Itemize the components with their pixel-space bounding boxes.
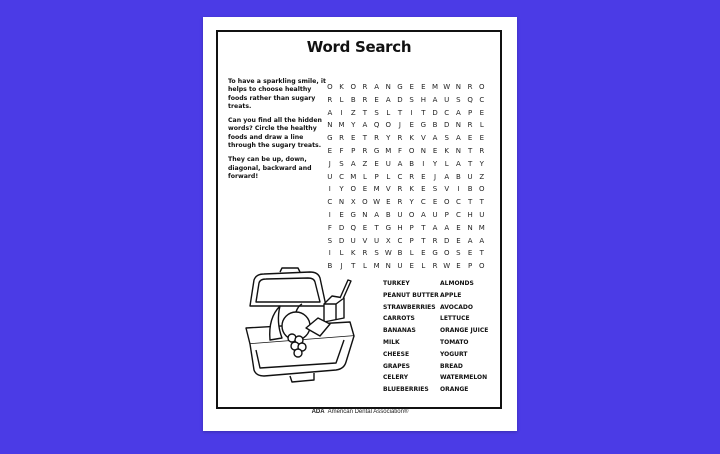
grid-letter[interactable]: A	[432, 223, 438, 232]
grid-letter[interactable]: E	[409, 83, 414, 91]
grid-letter[interactable]: V	[420, 134, 426, 143]
grid-letter[interactable]: E	[421, 83, 426, 91]
grid-letter[interactable]: R	[397, 185, 403, 194]
grid-letter[interactable]: L	[339, 95, 344, 104]
grid-letter[interactable]: Y	[432, 159, 438, 168]
footer	[203, 409, 517, 415]
grid-letter[interactable]: N	[327, 121, 333, 130]
grid-letter[interactable]: E	[421, 249, 426, 258]
grid-letter[interactable]: E	[432, 146, 438, 155]
grid-letter[interactable]: U	[397, 210, 403, 219]
grid-letter[interactable]: L	[386, 108, 391, 117]
grid-letter[interactable]: L	[479, 121, 484, 130]
grid-letter[interactable]: T	[479, 198, 484, 207]
grid-letter[interactable]: U	[385, 159, 391, 168]
grid-letter[interactable]: D	[432, 108, 438, 117]
grid-letter[interactable]: Q	[350, 223, 356, 232]
grid-letter[interactable]: A	[467, 236, 473, 245]
grid-letter[interactable]: A	[456, 134, 461, 143]
letter-grid	[324, 81, 488, 273]
grid-letter[interactable]: A	[479, 236, 485, 245]
word-list-item: BREAD	[440, 362, 463, 370]
grid-letter[interactable]: A	[456, 159, 461, 168]
grid-letter[interactable]: I	[328, 185, 331, 194]
grid-letter[interactable]: Q	[467, 95, 473, 104]
grid-letter[interactable]: N	[420, 146, 426, 155]
grid-letter[interactable]: R	[467, 83, 473, 91]
grid-letter[interactable]: T	[467, 159, 473, 168]
grid-letter[interactable]: H	[420, 95, 426, 104]
grid-letter[interactable]: E	[432, 198, 438, 207]
grid-letter[interactable]: W	[443, 83, 451, 91]
grid-letter[interactable]: A	[350, 159, 356, 168]
grid-letter[interactable]: A	[362, 121, 368, 130]
grid-letter[interactable]: E	[362, 223, 368, 232]
grid-letter[interactable]: R	[362, 249, 368, 258]
grid-letter[interactable]: N	[362, 210, 368, 219]
grid-letter[interactable]: S	[432, 185, 438, 194]
grid-letter[interactable]: U	[397, 262, 403, 271]
grid-letter[interactable]: H	[397, 223, 403, 232]
grid-letter[interactable]: R	[362, 83, 368, 91]
word-list-item: MILK	[383, 338, 400, 346]
ada-logo: ADA	[311, 409, 325, 415]
grid-letter[interactable]: E	[456, 236, 461, 245]
organization-name: American Dental Association®	[327, 409, 409, 415]
grid-letter[interactable]: N	[338, 198, 345, 207]
grid-letter[interactable]: W	[443, 262, 451, 271]
grid-letter[interactable]: E	[467, 249, 473, 258]
grid-letter[interactable]: T	[467, 146, 473, 155]
grid-letter[interactable]: S	[374, 108, 379, 117]
grid-letter[interactable]: C	[444, 108, 450, 117]
grid-letter[interactable]: B	[350, 95, 356, 104]
grid-letter[interactable]: A	[444, 172, 450, 181]
grid-letter[interactable]: S	[327, 236, 333, 245]
word-list-item: STRAWBERRIES	[383, 303, 436, 311]
grid-letter[interactable]: M	[478, 223, 485, 232]
grid-letter[interactable]: O	[350, 83, 356, 91]
grid-letter[interactable]: V	[385, 185, 391, 194]
word-list-item: PEANUT BUTTER	[383, 291, 439, 299]
grid-letter[interactable]: B	[327, 262, 333, 271]
grid-letter[interactable]: C	[397, 236, 403, 245]
instructions	[228, 78, 328, 187]
grid-letter[interactable]: E	[479, 108, 484, 117]
grid-letter[interactable]: M	[373, 262, 380, 271]
grid-letter[interactable]: L	[409, 249, 414, 258]
grid-letter[interactable]: P	[444, 210, 449, 219]
grid-letter[interactable]: C	[420, 198, 426, 207]
grid-letter[interactable]: F	[397, 146, 402, 155]
grid-letter[interactable]: Z	[479, 172, 485, 181]
grid-letter[interactable]: O	[350, 185, 356, 194]
grid-letter[interactable]: J	[433, 172, 437, 181]
word-list-item: ORANGE JUICE	[440, 327, 489, 335]
word-list-item: ORANGE	[440, 386, 469, 394]
grid-letter[interactable]: K	[409, 134, 414, 143]
grid-letter[interactable]: R	[479, 146, 485, 155]
grid-letter[interactable]: A	[397, 159, 403, 168]
grid-letter[interactable]: A	[420, 210, 426, 219]
instruction-paragraph-3: They can be up, down, diagonal, backward and forward!	[228, 156, 312, 180]
word-list-item: TURKEY	[383, 280, 410, 287]
grid-letter[interactable]: B	[467, 185, 473, 194]
grid-letter[interactable]: I	[328, 249, 331, 258]
grid-letter[interactable]: I	[410, 108, 413, 117]
grid-letter[interactable]: O	[327, 83, 333, 91]
word-list-item: YOGURT	[440, 350, 468, 358]
grid-letter[interactable]: L	[444, 159, 449, 168]
grid-letter[interactable]: R	[397, 134, 403, 143]
grid-letter[interactable]: G	[432, 249, 438, 258]
grid-letter[interactable]: S	[339, 159, 344, 168]
grid-letter[interactable]: O	[479, 262, 485, 271]
grid-letter[interactable]: T	[421, 108, 426, 117]
grid-letter[interactable]: S	[456, 249, 461, 258]
grid-letter[interactable]: A	[456, 108, 461, 117]
grid-letter[interactable]: U	[350, 236, 356, 245]
grid-letter[interactable]: P	[467, 262, 473, 271]
word-list-left	[383, 278, 439, 396]
grid-letter[interactable]: D	[338, 236, 345, 245]
grid-letter[interactable]: N	[455, 146, 462, 155]
grid-letter[interactable]: G	[373, 146, 380, 155]
grid-letter[interactable]: N	[467, 223, 473, 232]
grid-letter[interactable]: N	[385, 262, 391, 271]
grid-letter[interactable]: C	[455, 198, 461, 207]
grid-letter[interactable]: U	[479, 210, 485, 219]
grid-letter[interactable]: U	[444, 95, 450, 104]
grid-letter[interactable]: I	[328, 210, 331, 219]
grid-letter[interactable]: C	[339, 172, 344, 181]
grid-letter[interactable]: U	[432, 210, 438, 219]
grid-letter[interactable]: E	[456, 262, 461, 271]
grid-letter[interactable]: S	[456, 95, 461, 104]
worksheet-page	[203, 17, 517, 431]
grid-letter[interactable]: O	[362, 198, 368, 207]
grid-letter[interactable]: W	[384, 249, 392, 258]
grid-letter[interactable]: C	[479, 95, 485, 104]
grid-letter[interactable]: A	[444, 223, 450, 232]
grid-letter[interactable]: S	[409, 95, 414, 104]
grid-letter[interactable]: L	[339, 249, 344, 258]
grid-letter[interactable]: R	[327, 95, 333, 104]
grid-letter[interactable]: X	[350, 198, 356, 207]
grid-letter[interactable]: V	[444, 185, 450, 194]
worksheet-frame	[216, 30, 502, 409]
grid-letter[interactable]: B	[456, 172, 461, 181]
grid-letter[interactable]: R	[374, 134, 380, 143]
grid-letter[interactable]: U	[374, 236, 380, 245]
grid-letter[interactable]: C	[455, 210, 461, 219]
grid-letter[interactable]: L	[386, 172, 391, 181]
grid-letter[interactable]: H	[467, 210, 473, 219]
grid-letter[interactable]: R	[397, 198, 403, 207]
grid-letter[interactable]: O	[479, 83, 485, 91]
word-list-item: CELERY	[383, 374, 409, 382]
grid-letter[interactable]: R	[339, 134, 344, 143]
grid-letter[interactable]: G	[327, 134, 333, 143]
word-list-right	[440, 278, 488, 396]
grid-letter[interactable]: Y	[386, 134, 391, 143]
grid-letter[interactable]: V	[362, 236, 368, 245]
grid-letter[interactable]: J	[398, 121, 401, 130]
grid-letter[interactable]: J	[340, 262, 343, 271]
grid-letter[interactable]: T	[374, 223, 379, 232]
grid-letter[interactable]: R	[362, 95, 368, 104]
grid-letter[interactable]: Z	[350, 108, 356, 117]
grid-letter[interactable]: N	[455, 121, 462, 130]
grid-letter[interactable]: I	[422, 159, 425, 168]
word-list-item: WATERMELON	[440, 374, 488, 382]
grid-letter[interactable]: S	[374, 249, 379, 258]
grid-letter[interactable]: R	[467, 121, 473, 130]
grid-letter[interactable]: O	[443, 198, 450, 207]
grid-letter[interactable]: F	[327, 223, 332, 232]
grid-letter[interactable]: R	[432, 262, 438, 271]
word-list-item: LETTUCE	[440, 315, 470, 323]
grid-letter[interactable]: U	[327, 172, 333, 181]
grid-letter[interactable]: Z	[362, 159, 368, 168]
grid-letter[interactable]: B	[432, 121, 438, 130]
word-list-item: BLUEBERRIES	[383, 386, 429, 394]
grid-letter[interactable]: T	[397, 108, 403, 117]
grid-letter[interactable]: T	[467, 198, 473, 207]
grid-letter[interactable]: E	[421, 185, 426, 194]
grid-letter[interactable]: E	[351, 134, 356, 143]
grid-letter[interactable]: K	[350, 249, 356, 258]
grid-letter[interactable]: L	[362, 262, 367, 271]
grid-letter[interactable]: N	[455, 83, 462, 91]
grid-letter[interactable]: F	[339, 146, 344, 155]
grid-letter[interactable]: B	[397, 249, 403, 258]
grid-letter[interactable]: A	[374, 83, 379, 91]
page-title: Word Search	[306, 38, 412, 56]
grid-letter[interactable]: E	[409, 121, 414, 130]
grid-letter[interactable]: E	[421, 172, 426, 181]
grid-letter[interactable]: R	[409, 172, 415, 181]
grid-letter[interactable]: P	[409, 223, 414, 232]
grid-letter[interactable]: R	[432, 236, 438, 245]
grid-letter[interactable]: P	[351, 146, 356, 155]
grid-letter[interactable]: E	[339, 210, 344, 219]
grid-letter[interactable]: T	[362, 108, 368, 117]
grid-letter[interactable]: P	[374, 172, 379, 181]
grid-letter[interactable]: E	[374, 159, 379, 168]
grid-letter[interactable]: G	[420, 121, 427, 130]
grid-letter[interactable]: M	[373, 185, 380, 194]
grid-letter[interactable]: Y	[339, 185, 344, 194]
grid-letter[interactable]: R	[362, 146, 368, 155]
grid-letter[interactable]: P	[409, 236, 414, 245]
grid-letter[interactable]: O	[385, 121, 392, 130]
grid-letter[interactable]: W	[373, 198, 381, 207]
grid-letter[interactable]: O	[408, 210, 415, 219]
grid-letter[interactable]: E	[479, 134, 484, 143]
grid-letter[interactable]: B	[385, 210, 391, 219]
grid-letter[interactable]: O	[443, 249, 450, 258]
grid-letter[interactable]: E	[467, 134, 473, 143]
grid-letter[interactable]: T	[421, 223, 426, 232]
grid-letter[interactable]: S	[444, 134, 449, 143]
grid-letter[interactable]: D	[444, 236, 450, 245]
grid-letter[interactable]: Y	[479, 159, 484, 168]
grid-letter[interactable]: T	[351, 262, 356, 271]
grid-letter[interactable]: E	[374, 95, 379, 104]
grid-letter[interactable]: K	[444, 146, 450, 155]
grid-letter[interactable]: L	[362, 172, 367, 181]
grid-letter[interactable]: A	[432, 134, 438, 143]
grid-letter[interactable]: O	[479, 185, 485, 194]
instruction-paragraph-2: Can you find all the hidden words? Circle the healthy foods and draw a line through the sugary treats.	[228, 117, 322, 150]
word-list-item: CARROTS	[383, 315, 415, 323]
grid-letter[interactable]: Y	[409, 198, 414, 207]
grid-letter[interactable]: G	[397, 83, 403, 91]
grid-letter[interactable]: Q	[373, 121, 380, 130]
grid-letter[interactable]: M	[350, 172, 357, 181]
instruction-paragraph-1: To have a sparkling smile, it helps to choose healthy foods rather than sugary treats.	[228, 78, 326, 110]
grid-letter[interactable]: E	[386, 198, 391, 207]
grid-letter[interactable]: E	[456, 223, 461, 232]
grid-letter[interactable]: Y	[351, 121, 356, 130]
grid-letter[interactable]: M	[432, 83, 439, 91]
grid-letter[interactable]: N	[385, 83, 391, 91]
lunchbox-illustration	[240, 266, 370, 386]
word-list-item: ALMONDS	[440, 280, 474, 287]
grid-letter[interactable]: J	[328, 159, 331, 168]
grid-letter[interactable]: A	[327, 108, 333, 117]
grid-letter[interactable]: E	[327, 146, 333, 155]
grid-letter[interactable]: D	[444, 121, 450, 130]
grid-letter[interactable]: X	[385, 236, 391, 245]
grid-letter[interactable]: K	[409, 185, 414, 194]
grid-letter[interactable]: I	[457, 185, 460, 194]
grid-letter[interactable]: E	[409, 262, 414, 271]
grid-letter[interactable]: G	[385, 223, 391, 232]
grid-letter[interactable]: O	[408, 146, 415, 155]
word-list-item: TOMATO	[440, 338, 469, 346]
grid-letter[interactable]: I	[340, 108, 343, 117]
grid-letter[interactable]: C	[397, 172, 403, 181]
grid-letter[interactable]: M	[338, 121, 345, 130]
grid-letter[interactable]: U	[467, 172, 473, 181]
word-list-item: AVOCADO	[440, 303, 474, 311]
grid-letter[interactable]: D	[338, 223, 345, 232]
grid-letter[interactable]: M	[385, 146, 392, 155]
word-list-item: APPLE	[440, 291, 462, 299]
grid-letter[interactable]: G	[350, 210, 356, 219]
grid-letter[interactable]: A	[385, 95, 391, 104]
grid-letter[interactable]: K	[339, 83, 344, 91]
grid-letter[interactable]: L	[421, 262, 426, 271]
grid-letter[interactable]: C	[327, 198, 333, 207]
grid-letter[interactable]: E	[362, 185, 368, 194]
grid-letter[interactable]: D	[397, 95, 403, 104]
word-list-item: CHEESE	[383, 350, 410, 358]
grid-letter[interactable]: T	[479, 249, 484, 258]
grid-letter[interactable]: B	[409, 159, 415, 168]
grid-letter[interactable]: A	[374, 210, 379, 219]
grid-letter[interactable]: A	[432, 95, 438, 104]
word-list-item: GRAPES	[383, 362, 411, 370]
grid-letter[interactable]: P	[467, 108, 473, 117]
grid-letter[interactable]: T	[421, 236, 426, 245]
grid-letter[interactable]: T	[362, 134, 368, 143]
word-list-item: BANANAS	[383, 327, 416, 335]
